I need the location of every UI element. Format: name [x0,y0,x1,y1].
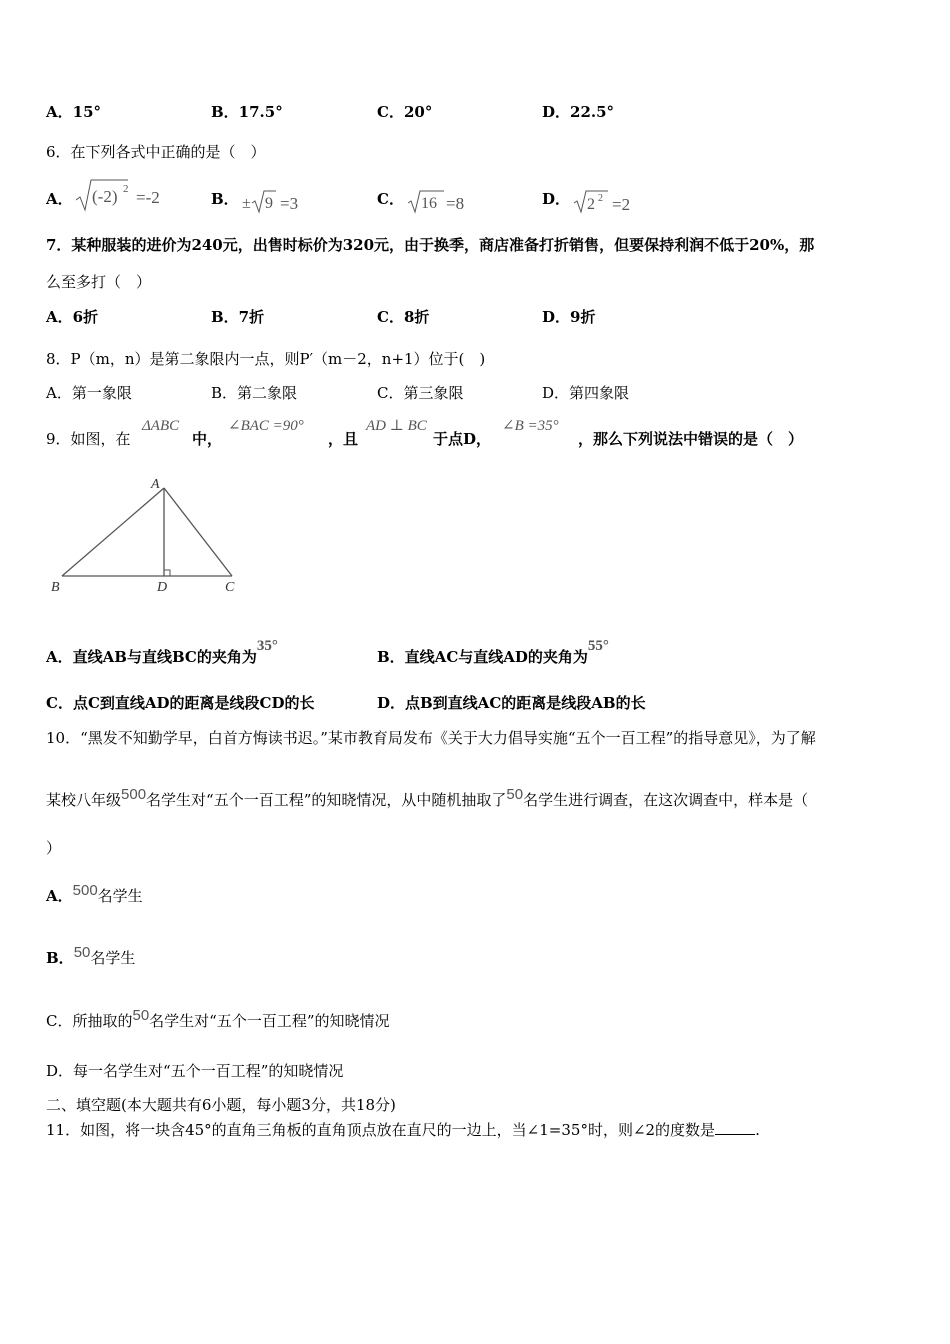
q6-b-rhs: =3 [280,194,299,213]
q10-option-a-num: 500 [72,882,98,899]
q6-a-rhs: =-2 [136,188,160,207]
q6-d-exp: 2 [598,193,603,204]
q6-c-rhs: =8 [446,194,465,213]
q10-option-b-text: 名学生 [90,949,136,967]
q10-option-b-num: 50 [73,944,91,961]
q6-option-c-label: C． [377,190,404,208]
q8-option-b: B．第二象限 [211,384,298,402]
q5-option-b: B．17.5° [211,103,283,121]
q9-stem-part4: 于点D， [433,430,492,448]
q9-stem-part1: 9．如图，在 [46,430,131,448]
q6-d-rad: 2 [587,196,595,213]
q6-d-rhs: =2 [612,195,631,214]
q10-option-b [46,944,136,969]
q8-option-c: C．第三象限 [377,384,464,402]
q9-math-perp: AD ⊥ BC [366,418,427,434]
q10-num-500: 500 [121,786,147,803]
figure-label-c: C [225,580,235,595]
q10-option-b-label: B． [46,949,74,967]
q9-option-b-value: 55° [587,638,609,654]
q6-option-c-expr [406,186,486,216]
q10-option-c-label: C．所抽取的 [46,1012,133,1030]
q6-c-rad: 16 [421,195,437,212]
q9-option-a-text: A．直线AB与直线BC的夹角为 [46,648,257,666]
q10-line2 [46,786,809,811]
q9-option-c: C．点C到直线AD的距离是线段CD的长 [46,694,315,712]
figure-label-d: D [157,580,168,595]
q7-line2: 么至多打（ ） [46,273,152,291]
q9-triangle-figure [44,470,254,600]
figure-label-b: B [51,580,60,595]
q6-b-rad: 9 [265,195,273,212]
q11-text [46,1120,760,1140]
q7-option-a: A．6折 [46,308,99,326]
q10-option-a [46,882,143,907]
q10-option-c [46,1007,390,1032]
q10-line2-part2: 名学生对“五个一百工程”的知晓情况，从中随机抽取了 [146,791,507,809]
q10-option-a-label: A． [46,887,73,905]
q10-option-a-text: 名学生 [97,887,143,905]
q9-option-b-text: B．直线AC与直线AD的夹角为 [377,648,588,666]
q10-num-50: 50 [506,786,524,803]
q6-option-b-expr [240,186,320,216]
q9-option-d: D．点B到直线AC的距离是线段AB的长 [377,694,646,712]
q6-option-d-expr [572,186,652,216]
q9-math-angle-b: ∠B =35° [502,418,559,434]
q9-math-triangle: ΔABC [142,418,180,434]
q6-option-d-label: D． [542,190,571,208]
q10-option-d: D．每一名学生对“五个一百工程”的知晓情况 [46,1062,344,1080]
q7-option-d: D．9折 [542,308,596,326]
q5-option-a: A．15° [46,103,102,121]
q8-stem: 8．P（m，n）是第二象限内一点，则P′（m－2，n+1）位于( ) [46,350,486,368]
section2-title: 二、填空题(本大题共有6小题，每小题3分，共18分) [46,1096,396,1114]
q6-option-a-label: A． [46,190,73,208]
q9-stem-part2: 中， [192,430,223,448]
q9-option-a [46,638,278,668]
figure-label-a: A [151,477,160,492]
q10-option-c-text: 名学生对“五个一百工程”的知晓情况 [149,1012,390,1030]
q6-stem: 6．在下列各式中正确的是（ ） [46,143,266,161]
q7-line1: 7．某种服装的进价为240元，出售时标价为320元，由于换季，商店准备打折销售，但要保持利润不低于20%，那 [46,236,815,254]
q10-line1: 10．“黑发不知勤学早，白首方悔读书迟。”某市教育局发布《关于大力倡导实施“五个一百工程”的指导意见》，为了解 [46,729,816,747]
q11-stem: 11．如图，将一块含45°的直角三角板的直角顶点放在直尺的一边上，当∠1=35°时，则∠2的度数是 [46,1121,716,1139]
q9-stem-part5: ，那么下列说法中错误的是（ ） [578,430,804,448]
q11-end: . [755,1121,760,1139]
q10-line3: ） [46,839,62,857]
q6-b-pm: ± [242,195,251,212]
q5-option-d: D．22.5° [542,103,615,121]
q7-option-c: C．8折 [377,308,430,326]
q6-option-b-label: B． [211,190,239,208]
q9-math-angle-bac: ∠BAC =90° [228,418,304,434]
q8-option-a: A．第一象限 [46,384,132,402]
q6-option-a-expr [74,176,184,214]
q9-option-b [377,638,609,668]
q10-line2-part1: 某校八年级 [46,791,122,809]
q11-answer-blank [715,1120,755,1135]
q10-line2-part3: 名学生进行调查，在这次调查中，样本是（ [523,791,809,809]
q6-a-inner: (-2) [92,187,118,206]
q5-option-c: C．20° [377,103,433,121]
q9-option-a-value: 35° [256,638,278,654]
q9-stem-part3: ，且 [328,430,359,448]
q10-option-c-num: 50 [132,1007,150,1024]
q8-option-d: D．第四象限 [542,384,630,402]
q6-a-exp: 2 [123,183,129,195]
q7-option-b: B．7折 [211,308,265,326]
